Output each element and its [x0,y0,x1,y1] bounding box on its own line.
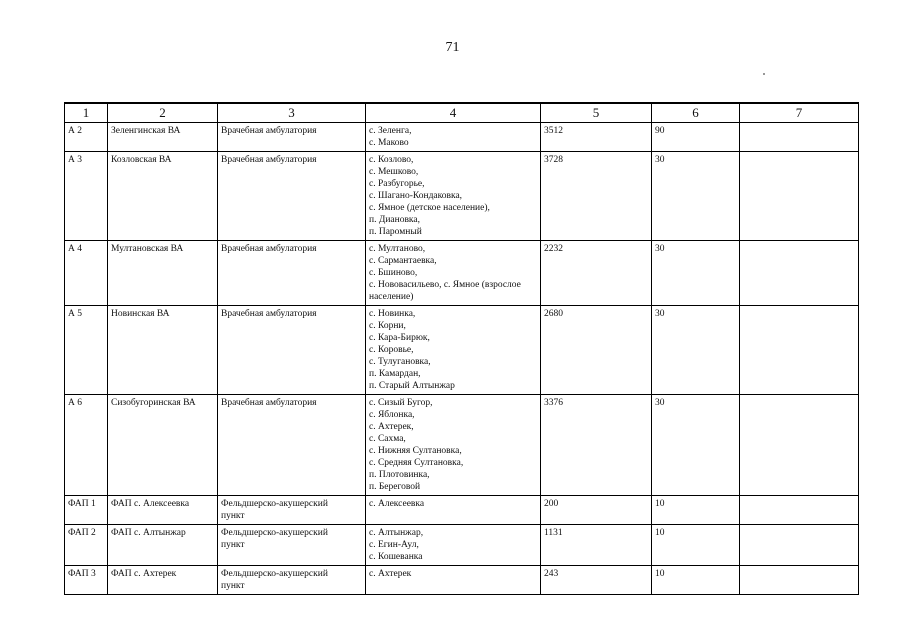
cell-column-7 [740,395,859,496]
header-cell: 1 [65,103,108,123]
cell-distance: 90 [652,123,740,152]
cell-facility-type [218,123,366,152]
cell-facility-name: ФАП с. Ахтерек [108,566,218,595]
cell-settlements-line: с. Кара-Бирюк, [369,333,430,343]
table-row [65,123,859,152]
cell-population: 3728 [541,152,652,241]
cell-settlements-line: п. Береговой [369,482,421,492]
cell-facility-type [218,152,366,241]
cell-settlements-line: с. Коровье, [369,345,414,355]
cell-settlements-line: с. Кошеванка [369,552,423,562]
cell-settlements [366,306,541,395]
cell-settlements-line: п. Старый Алтынжар [369,381,455,391]
cell-settlements-line: п. Камардан, [369,369,421,379]
cell-facility-name: ФАП с. Алексеевка [108,496,218,525]
cell-population: 3376 [541,395,652,496]
cell-settlements [366,395,541,496]
header-cell: 4 [366,103,541,123]
table-row [65,525,859,566]
cell-settlements-line: с. Козлово, [369,155,414,165]
scan-speck [763,73,765,75]
cell-settlements-line: с. Алтынжар, [369,528,424,538]
cell-facility-name: Сизобугоринская ВА [108,395,218,496]
cell-distance: 10 [652,566,740,595]
cell-facility-type-line: пункт [221,540,245,550]
header-cell: 6 [652,103,740,123]
cell-settlements-line: с. Нижняя Султановка, [369,446,462,456]
cell-facility-name: Новинская ВА [108,306,218,395]
cell-facility-type-line: Врачебная амбулатория [221,155,317,165]
cell-column-7 [740,306,859,395]
cell-settlements-line: с. Ямное (детское население), [369,203,490,213]
cell-settlements-line: с. Бшиново, [369,268,418,278]
cell-settlements-line: с. Зеленга, [369,126,412,136]
cell-code: А 3 [65,152,108,241]
cell-code: А 4 [65,241,108,306]
cell-population: 200 [541,496,652,525]
cell-distance: 30 [652,152,740,241]
cell-facility-type-line: Врачебная амбулатория [221,309,317,319]
cell-facility-type [218,395,366,496]
cell-settlements-line: с. Шагано-Кондаковка, [369,191,463,201]
cell-settlements [366,241,541,306]
cell-code: А 5 [65,306,108,395]
cell-settlements [366,525,541,566]
cell-population: 2232 [541,241,652,306]
cell-population: 2680 [541,306,652,395]
cell-settlements-line: с. Маково [369,138,409,148]
cell-facility-name: Мултановская ВА [108,241,218,306]
cell-code: ФАП 3 [65,566,108,595]
cell-code: А 6 [65,395,108,496]
cell-settlements-line: с. Ахтерек [369,569,412,579]
cell-settlements [366,152,541,241]
cell-population: 243 [541,566,652,595]
cell-settlements-line: с. Сахма, [369,434,406,444]
cell-facility-type-line: пункт [221,511,245,521]
table-row [65,395,859,496]
cell-column-7 [740,566,859,595]
cell-settlements [366,496,541,525]
cell-facility-type-line: Врачебная амбулатория [221,244,317,254]
cell-distance: 10 [652,525,740,566]
cell-settlements [366,566,541,595]
facility-table [64,102,859,595]
cell-facility-type [218,496,366,525]
cell-facility-type [218,306,366,395]
cell-settlements-line: п. Диановка, [369,215,420,225]
cell-settlements-line: п. Плотовинка, [369,470,430,480]
header-cell: 3 [218,103,366,123]
cell-settlements-line: с. Яблонка, [369,410,415,420]
cell-column-7 [740,496,859,525]
cell-facility-name: Козловская ВА [108,152,218,241]
table-body [65,123,859,595]
header-row [65,103,859,123]
cell-facility-name: Зеленгинская ВА [108,123,218,152]
cell-facility-type [218,566,366,595]
cell-column-7 [740,525,859,566]
cell-facility-name: ФАП с. Алтынжар [108,525,218,566]
cell-facility-type [218,241,366,306]
cell-code: ФАП 1 [65,496,108,525]
cell-facility-type-line: пункт [221,581,245,591]
cell-population: 3512 [541,123,652,152]
cell-facility-type-line: Врачебная амбулатория [221,126,317,136]
cell-settlements-line: с. Мешково, [369,167,419,177]
header-cell: 7 [740,103,859,123]
cell-settlements-line: с. Сизый Бугор, [369,398,433,408]
cell-settlements-line: с. Корни, [369,321,406,331]
cell-settlements-line: с. Егин-Аул, [369,540,419,550]
page-number: 71 [445,40,460,55]
cell-distance: 30 [652,306,740,395]
table-row [65,306,859,395]
cell-settlements-line: с. Алексеевка [369,499,425,509]
table-row [65,566,859,595]
table-row [65,241,859,306]
cell-facility-type [218,525,366,566]
cell-column-7 [740,152,859,241]
cell-population: 1131 [541,525,652,566]
header-cell: 2 [108,103,218,123]
cell-settlements-line: с. Мултаново, [369,244,426,254]
cell-distance: 10 [652,496,740,525]
cell-settlements-line: с. Новинка, [369,309,416,319]
cell-settlements-line: п. Паромный [369,227,422,237]
header-cell: 5 [541,103,652,123]
cell-code: ФАП 2 [65,525,108,566]
cell-facility-type-line: Фельдшерско-акушерский [221,569,328,579]
cell-column-7 [740,123,859,152]
cell-settlements-line: с. Сармантаевка, [369,256,437,266]
table-row [65,496,859,525]
cell-code: А 2 [65,123,108,152]
cell-facility-type-line: Фельдшерско-акушерский [221,499,328,509]
cell-column-7 [740,241,859,306]
cell-settlements-line: с. Тулугановка, [369,357,431,367]
cell-distance: 30 [652,395,740,496]
cell-facility-type-line: Фельдшерско-акушерский [221,528,328,538]
cell-facility-type-line: Врачебная амбулатория [221,398,317,408]
cell-distance: 30 [652,241,740,306]
cell-settlements-line: с. Нововасильево, с. Ямное (взрослое население) [369,280,521,302]
cell-settlements-line: с. Средняя Султановка, [369,458,464,468]
cell-settlements-line: с. Ахтерек, [369,422,414,432]
table-row [65,152,859,241]
cell-settlements-line: с. Разбугорье, [369,179,425,189]
cell-settlements [366,123,541,152]
